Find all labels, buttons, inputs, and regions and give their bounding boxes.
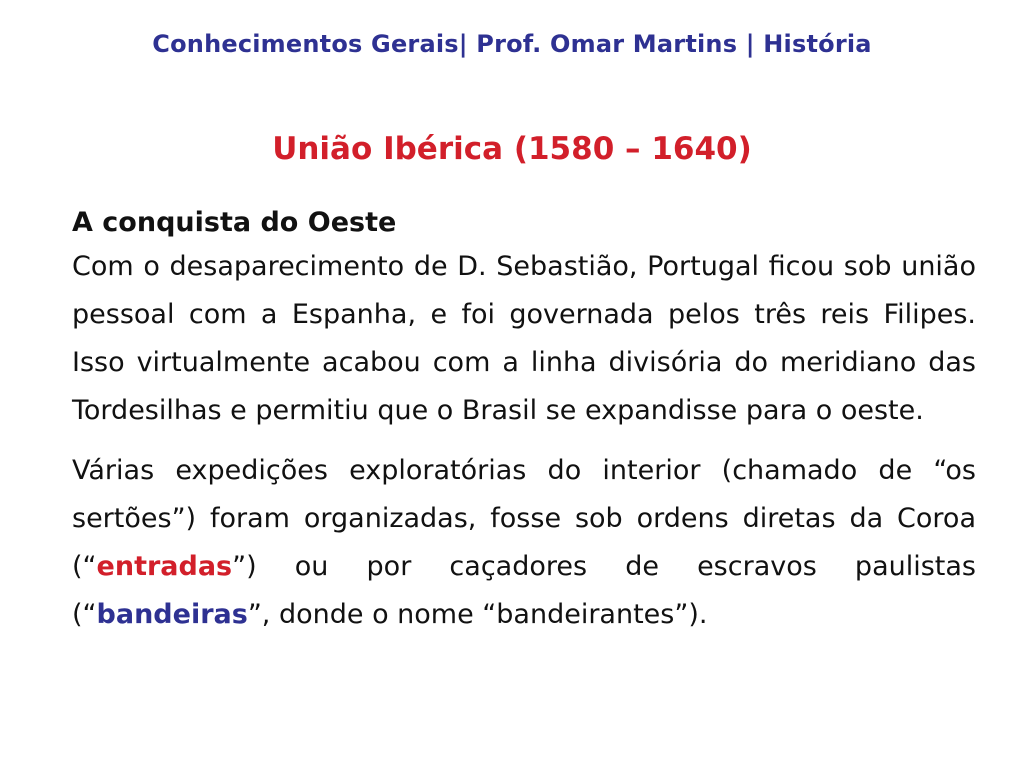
highlight-entradas: entradas: [96, 551, 233, 582]
paragraph-1: Com o desaparecimento de D. Sebastião, Portugal ficou sob união pessoal com a Espanha, e foi governada pelos três reis Filipes. Isso virtualmente acabou com a linha divisória do meridiano das Tordesilhas e permitiu que o Brasil se expandisse para o oeste.: [72, 251, 976, 426]
paragraph-2-text-2: ”) ou por caçadores de escravos paulistas (“: [72, 551, 976, 630]
slide-content: [72, 203, 976, 639]
section-subtitle: A conquista do Oeste: [72, 207, 397, 238]
highlight-bandeiras: bandeiras: [96, 599, 248, 630]
slide-header: Conhecimentos Gerais| Prof. Omar Martins | História: [152, 30, 872, 58]
paragraph-2: [72, 447, 976, 639]
slide-title: União Ibérica (1580 – 1640): [272, 131, 752, 167]
paragraph-2-text-1: Várias expedições exploratórias do interior (chamado de “os sertões”) foram organizadas, fosse sob ordens diretas da Coroa (“: [72, 455, 976, 582]
paragraph-2-text-3: ”, donde o nome “bandeirantes”).: [247, 599, 708, 630]
